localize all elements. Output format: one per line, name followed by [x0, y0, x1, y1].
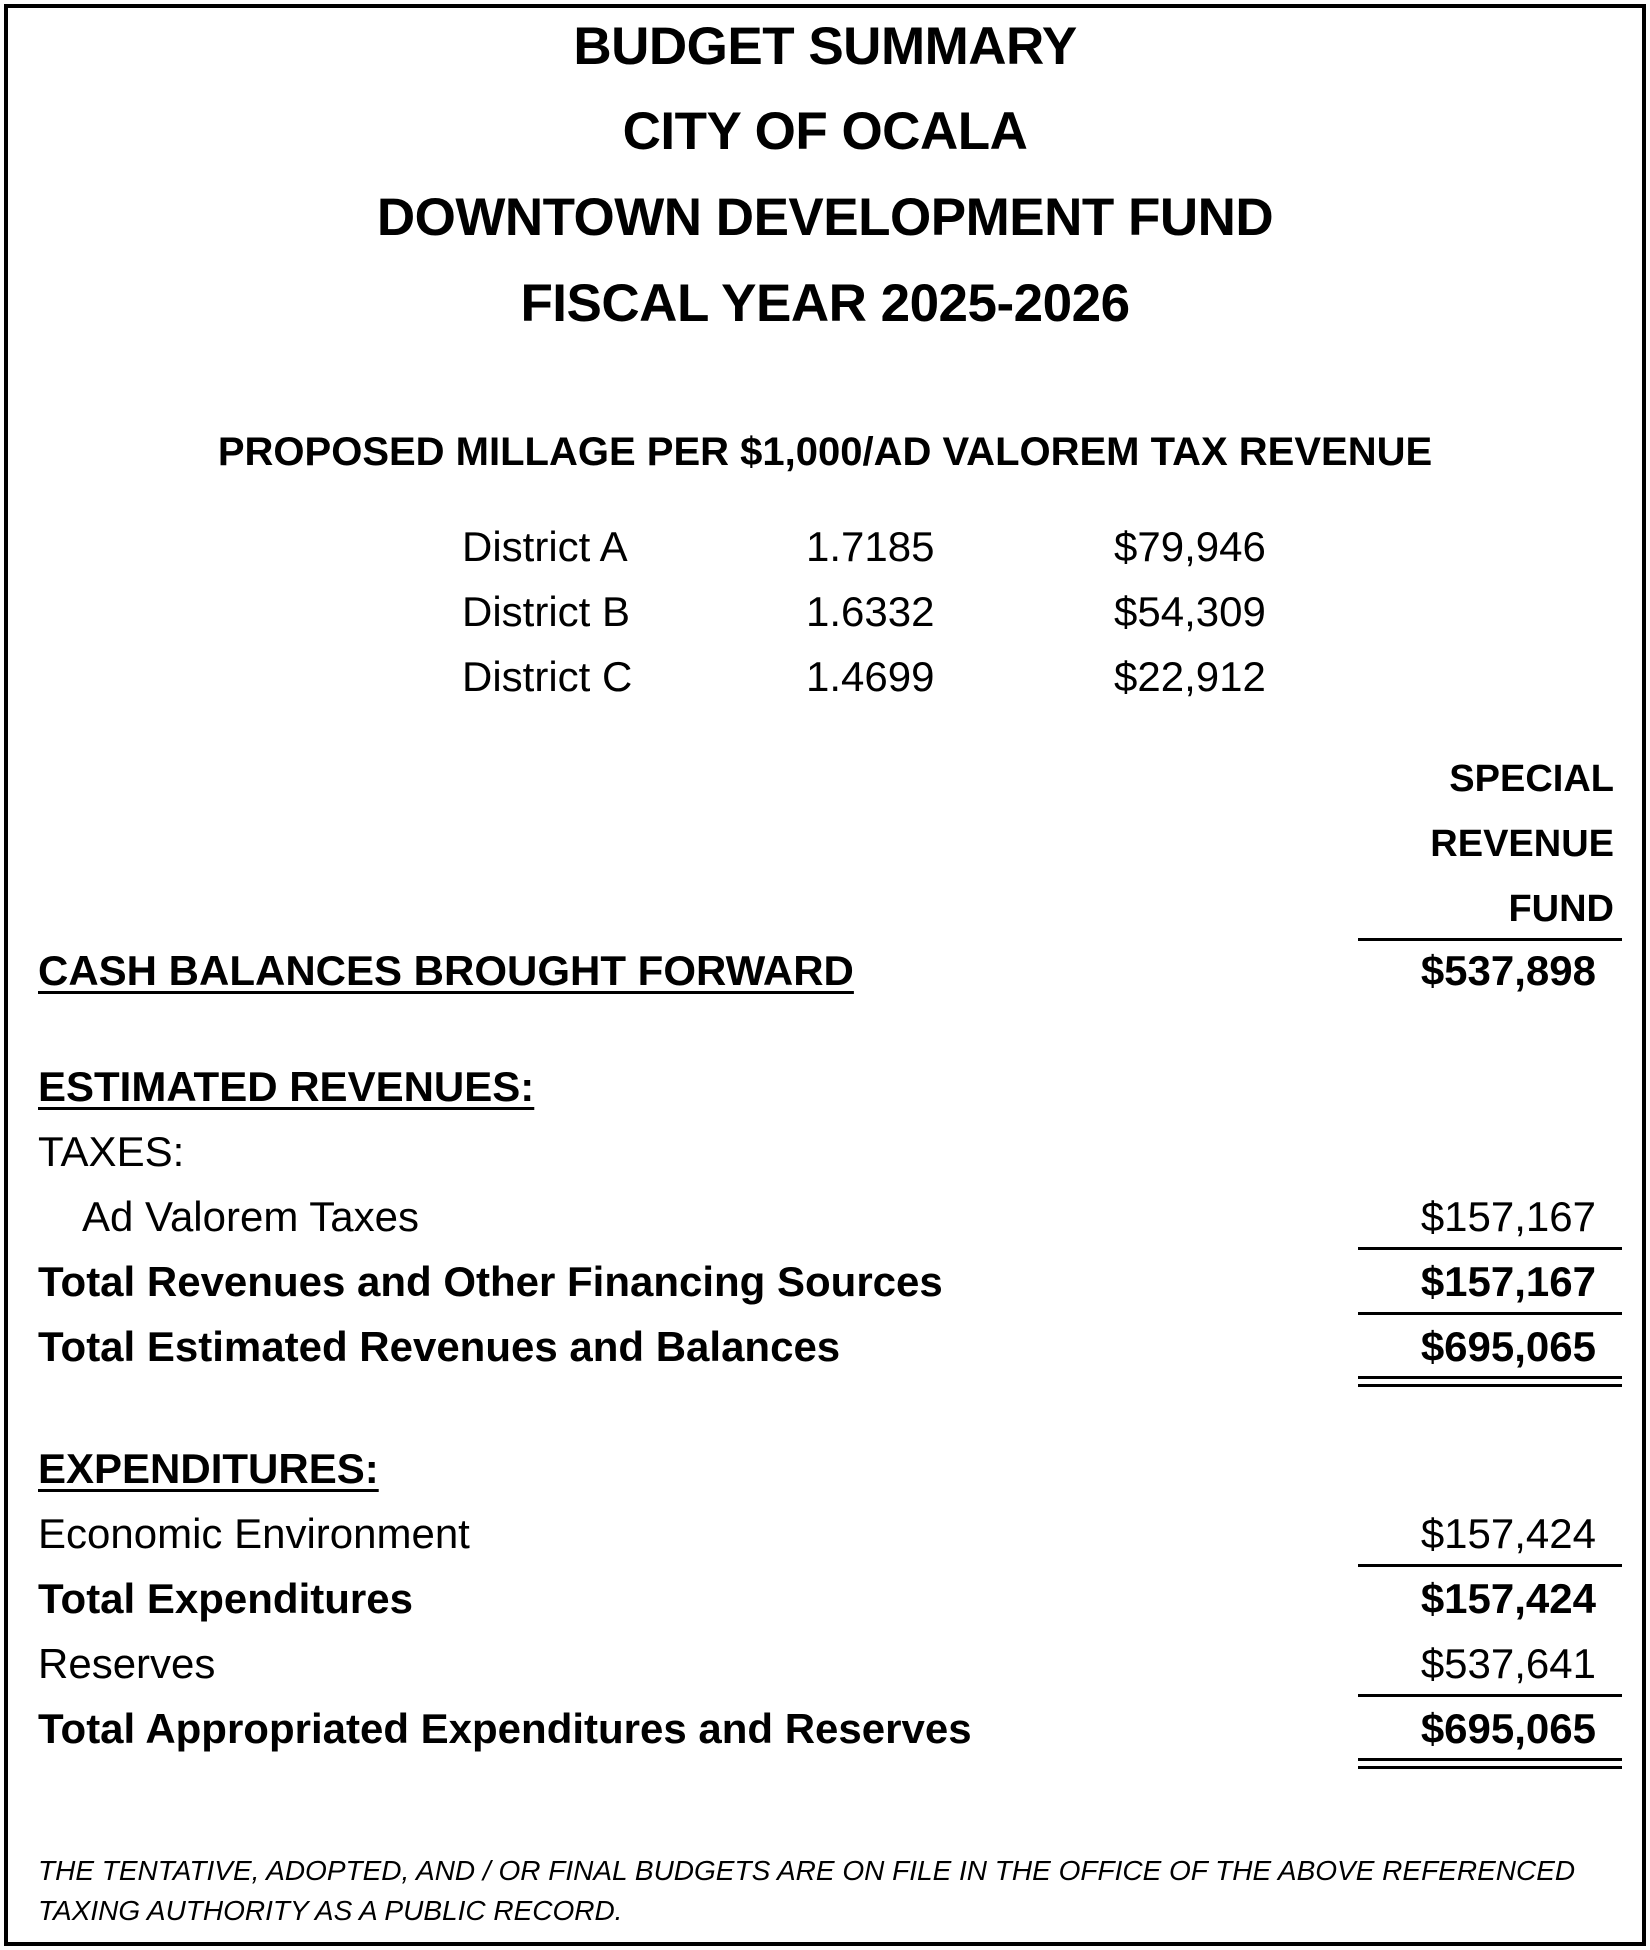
millage-heading: PROPOSED MILLAGE PER $1,000/AD VALOREM TAX REVENUE	[217, 430, 1433, 474]
total-appropriated-amount: $695,065	[1420, 1705, 1596, 1752]
district-revenue: $79,946	[1114, 523, 1266, 570]
economic-environment-label: Economic Environment	[38, 1510, 470, 1557]
total-balances-double-rule	[1358, 1376, 1622, 1387]
title-fiscal-year: FISCAL YEAR 2025-2026	[520, 274, 1130, 333]
district-name: District A	[462, 523, 628, 570]
total-appropriated-double-rule	[1358, 1758, 1622, 1769]
total-balances-amount: $695,065	[1420, 1323, 1596, 1370]
district-millage: 1.4699	[806, 653, 935, 700]
taxes-label: TAXES:	[38, 1128, 185, 1175]
revenues-heading: ESTIMATED REVENUES:	[38, 1063, 535, 1110]
ad-valorem-amount: $157,167	[1420, 1193, 1596, 1240]
district-millage: 1.6332	[806, 588, 935, 635]
cash-balances-label: CASH BALANCES BROUGHT FORWARD	[38, 947, 854, 994]
reserves-label: Reserves	[38, 1640, 216, 1687]
total-balances-label: Total Estimated Revenues and Balances	[38, 1323, 841, 1370]
cash-balances-amount: $537,898	[1420, 947, 1596, 994]
column-header-rule	[1358, 938, 1622, 941]
total-appropriated-label: Total Appropriated Expenditures and Reserves	[38, 1705, 972, 1752]
footnote-line-1: THE TENTATIVE, ADOPTED, AND / OR FINAL BUDGETS ARE ON FILE IN THE OFFICE OF THE ABOVE REFERENCED	[38, 1855, 1576, 1886]
district-millage: 1.7185	[806, 523, 935, 570]
total-sources-label: Total Revenues and Other Financing Sources	[38, 1258, 943, 1305]
economic-environment-rule	[1358, 1564, 1622, 1567]
footnote-line-2: TAXING AUTHORITY AS A PUBLIC RECORD.	[38, 1895, 623, 1926]
column-header-fund: FUND	[1508, 888, 1614, 930]
column-header-revenue: REVENUE	[1430, 823, 1614, 865]
ad-valorem-label: Ad Valorem Taxes	[82, 1193, 419, 1240]
column-header-special: SPECIAL	[1449, 758, 1614, 800]
district-revenue: $54,309	[1114, 588, 1266, 635]
district-revenue: $22,912	[1114, 653, 1266, 700]
district-name: District B	[462, 588, 630, 635]
economic-environment-amount: $157,424	[1420, 1510, 1596, 1557]
total-expenditures-label: Total Expenditures	[38, 1575, 413, 1622]
reserves-rule	[1358, 1694, 1622, 1697]
total-sources-rule	[1358, 1312, 1622, 1315]
ad-valorem-rule	[1358, 1247, 1622, 1250]
total-sources-amount: $157,167	[1420, 1258, 1596, 1305]
expenditures-heading: EXPENDITURES:	[38, 1445, 379, 1492]
title-fund: DOWNTOWN DEVELOPMENT FUND	[376, 188, 1274, 247]
district-name: District C	[462, 653, 633, 700]
title-budget-summary: BUDGET SUMMARY	[573, 17, 1077, 76]
title-city: CITY OF OCALA	[622, 102, 1028, 161]
reserves-amount: $537,641	[1420, 1640, 1596, 1687]
total-expenditures-amount: $157,424	[1420, 1575, 1596, 1622]
